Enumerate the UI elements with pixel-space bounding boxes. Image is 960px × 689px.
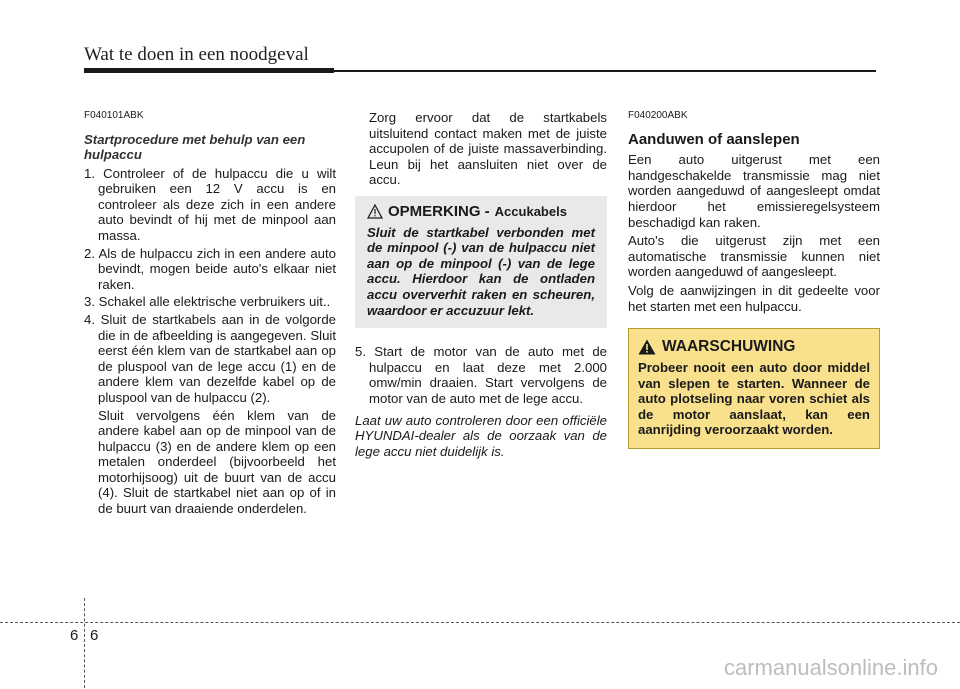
section-subheading: Startprocedure met behulp van een hulpaccu xyxy=(84,131,306,162)
footer-divider xyxy=(84,598,85,688)
list-item-continuation: Sluit vervolgens één klem van de andere kabel aan op de minpool van de hulpaccu (3) en de andere klem op een metalen onderdeel (bijvoorbeeld het motorhijsoog) uit de buurt van de accu (4). Sluit de startkabel niet aan op of in de buurt van draaiende onderdelen. xyxy=(98,407,336,517)
header-rule-thin xyxy=(334,70,876,72)
warning-title xyxy=(638,339,870,355)
section-code: F040200ABK xyxy=(628,110,688,121)
list-item: 3. Schakel alle elektrische verbruikers uit.. xyxy=(84,294,331,310)
page-header-title: Wat te doen in een noodgeval xyxy=(84,44,309,65)
right-column xyxy=(628,108,880,449)
closing-paragraph: Laat uw auto controleren door een officiële HYUNDAI-dealer als de oorzaak van de lege accu niet duidelijk is. xyxy=(355,412,607,459)
warning-text: Probeer nooit een auto door middel van slepen te starten. Wanneer de auto plotseling naar voren schiet als de motor aanslaat, kan een aanrijding veroorzaakt worden. xyxy=(638,360,870,438)
list-item: 5. Start de motor van de auto met de hulpaccu en laat deze met 2.000 omw/min draaien. Start vervolgens de motor van de auto met de lege accu. xyxy=(355,344,607,406)
footer-rule xyxy=(0,622,960,623)
list-item: 2. Als de hulpaccu zich in een andere auto bevindt, mogen beide auto's elkaar niet raken. xyxy=(84,245,336,292)
note-box xyxy=(355,196,607,328)
section-title: Aanduwen of aanslepen xyxy=(628,130,800,148)
header-rule-thick xyxy=(84,68,334,73)
middle-column xyxy=(355,110,607,459)
intro-paragraph: Zorg ervoor dat de startkabels uitsluitend contact maken met de juiste accupolen of de juiste massaverbinding. Leun bij het aansluiten niet over de accu. xyxy=(369,110,607,188)
paragraph: Auto's die uitgerust zijn met een automatische transmissie kunnen niet worden aangeduwd of aangesleept. xyxy=(628,233,880,280)
warning-title-text: WAARSCHUWING xyxy=(662,338,796,356)
section-code: F040101ABK xyxy=(84,110,144,121)
page-number: 6 xyxy=(90,627,99,644)
page-number-chapter: 6 xyxy=(70,627,79,644)
note-title xyxy=(367,204,595,220)
list-item: 4. Sluit de startkabels aan in de volgorde die in de afbeelding is aangegeven. Sluit eerst één klem van de startkabel aan op de pluspool van de lege accu (1) en de andere klem van dezelfde kabel op de pluspool van de hulpaccu (2). xyxy=(84,311,336,405)
caution-triangle-icon xyxy=(367,204,383,219)
note-title-subject: Accukabels xyxy=(494,203,567,219)
left-column xyxy=(84,108,336,517)
warning-box xyxy=(628,328,880,449)
paragraph: Een auto uitgerust met een handgeschakelde transmissie mag niet worden aangeduwd of aangesleept omdat hierdoor het emissieregelsysteem beschadigd kan raken. xyxy=(628,152,880,230)
paragraph: Volg de aanwijzingen in dit gedeelte voor het starten met een hulpaccu. xyxy=(628,282,880,314)
note-text: Sluit de startkabel verbonden met de minpool (-) van de hulpaccu niet aan op de minpool (-) van de lege accu. Hierdoor kan de ontladen accu oververhit raken en scheuren, waardoor er accuzuur lekt. xyxy=(367,224,595,318)
warning-triangle-icon xyxy=(638,339,656,355)
list-item: 1. Controleer of de hulpaccu die u wilt gebruiken een 12 V accu is en controleer als deze zich in een andere auto bevindt of hij met de minpool aan massa. xyxy=(84,165,336,243)
watermark: carmanualsonline.info xyxy=(723,655,938,680)
note-title-text: OPMERKING - xyxy=(388,202,490,220)
